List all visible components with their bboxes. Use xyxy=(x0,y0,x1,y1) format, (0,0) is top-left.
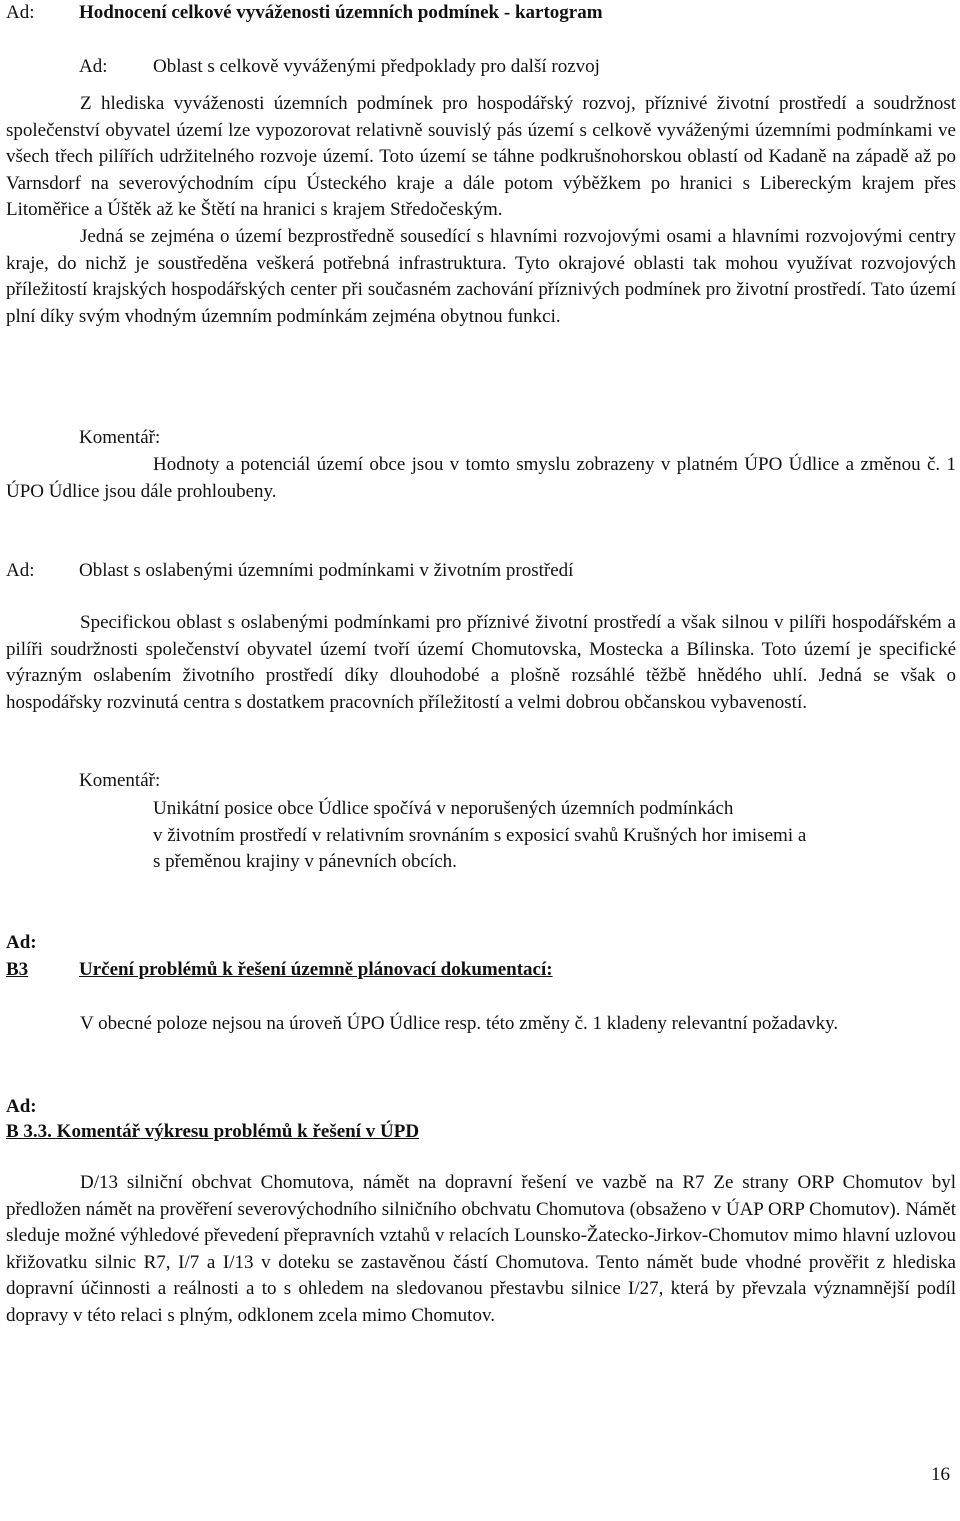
section2-ad-label: Ad: xyxy=(6,560,35,581)
section4-ad-label: Ad: xyxy=(6,1096,37,1117)
section2-comment xyxy=(153,796,958,876)
section2-comment-label: Komentář: xyxy=(79,770,161,791)
header-title: Hodnocení celkové vyváženosti územních podmínek - kartogram xyxy=(79,2,603,23)
section4-heading: B 3.3. Komentář výkresu problémů k řešení v ÚPD xyxy=(6,1121,420,1142)
section1-paragraph-2: Jedná se zejména o území bezprostředně sousedící s hlavními rozvojovými osami a hlavními rozvojovými centry kraje, do nichž je soustředěna veškerá potřebná infrastruktura. Tyto okrajové oblasti tak mohou využívat rozvojových příležitostí krajských hospodářských center při současném zachování příznivých podmínek pro životní prostředí. Tato území plní díky svým vhodným územním podmínkám zejména obytnou funkci. xyxy=(6,225,956,327)
section3-ad-label: Ad: xyxy=(6,932,37,953)
section4-paragraph-1: D/13 silniční obchvat Chomutova, námět na dopravní řešení ve vazbě na R7 Ze strany ORP Chomutov byl předložen námět na prověření severovýchodního silničního obchvatu Chomutova (obsaženo v ÚAP ORP Chomutov). Námět sleduje možné výhledové převedení přepravních vztahů v relacích Lounsko-Žatecko-Jirkov-Chomutov mimo hlavní uzlovou křižovatku silnic R7, I/7 a I/13 v doteku se zastavěnou částí Chomutova. Tento námět bude vhodné prověřit z hlediska dopravní účinnosti a reálnosti a to s ohledem na sledovanou přestavbu silnice I/27, která by převzala významnější podíl dopravy v této relaci s plným, odklonem zcela mimo Chomutov. xyxy=(6,1172,956,1326)
page-number: 16 xyxy=(931,1464,950,1485)
section3-paragraph-1: V obecné poloze nejsou na úroveň ÚPO Údlice resp. této změny č. 1 kladeny relevantní požadavky. xyxy=(80,1013,839,1034)
section2-heading: Oblast s oslabenými územními podmínkami v životním prostředí xyxy=(79,560,574,581)
section2-comment-line-2: v životním prostředí v relativním srovnáním s exposicí svahů Krušných hor imisemi a xyxy=(153,824,807,846)
section1-body xyxy=(6,91,956,330)
section1-ad-label: Ad: xyxy=(79,56,108,77)
section3-code: B3 xyxy=(6,959,29,980)
section1-paragraph-1-bold: Z hlediska vyváženosti územních podmínek pro hospodářský rozvoj, příznivé životní prostředí a soudržnost společenství obyvatel území lze vypozorovat relativně souvislý pás území s celkově vyváženými územními podmínkami ve všech třech pilířích udržitelného rozvoje území. xyxy=(6,93,956,168)
section1-paragraph-1 xyxy=(6,91,956,224)
section2-comment-line-3: s přeměnou krajiny v pánevních obcích. xyxy=(153,851,457,873)
section2-comment-line-1: Unikátní posice obce Údlice spočívá v neporušených územních podmínkách xyxy=(153,798,734,819)
header-ad-label: Ad: xyxy=(6,2,35,23)
section2-paragraph-1: Specifickou oblast s oslabenými podmínkami pro příznivé životní prostředí a však silnou v pilíři hospodářském a pilíři soudržnosti společenství obyvatel území tvoří území Chomutovska, Mostecka a Bílinska. Toto území je specifické výrazným oslabením životního prostředí díky dlouhodobé a plošně rozsáhlé těžbě hnědého uhlí. Jedná se však o hospodářsky rozvinutá centra s dostatkem pracovních příležitostí a velmi dobrou občanskou vybaveností. xyxy=(6,612,956,713)
section1-comment-label: Komentář: xyxy=(79,427,161,448)
section1-heading: Oblast s celkově vyváženými předpoklady pro další rozvoj xyxy=(153,56,600,77)
section1-comment-text: Hodnoty a potenciál území obce jsou v tomto smyslu zobrazeny v platném ÚPO Údlice a změnou č. 1 ÚPO Údlice jsou dále prohloubeny. xyxy=(6,454,956,502)
section1-paragraph-1-rest: Toto území se táhne podkrušnohorskou oblastí od Kadaně na západě až po Varnsdorf na severovýchodním cípu Ústeckého kraje a dále potom výběžkem po hranici s Libereckým krajem přes Litoměřice a Úštěk až ke Štětí na hranici s krajem Středočeským. xyxy=(6,146,956,221)
section3-heading: Určení problémů k řešení územně plánovací dokumentací: xyxy=(79,959,553,980)
